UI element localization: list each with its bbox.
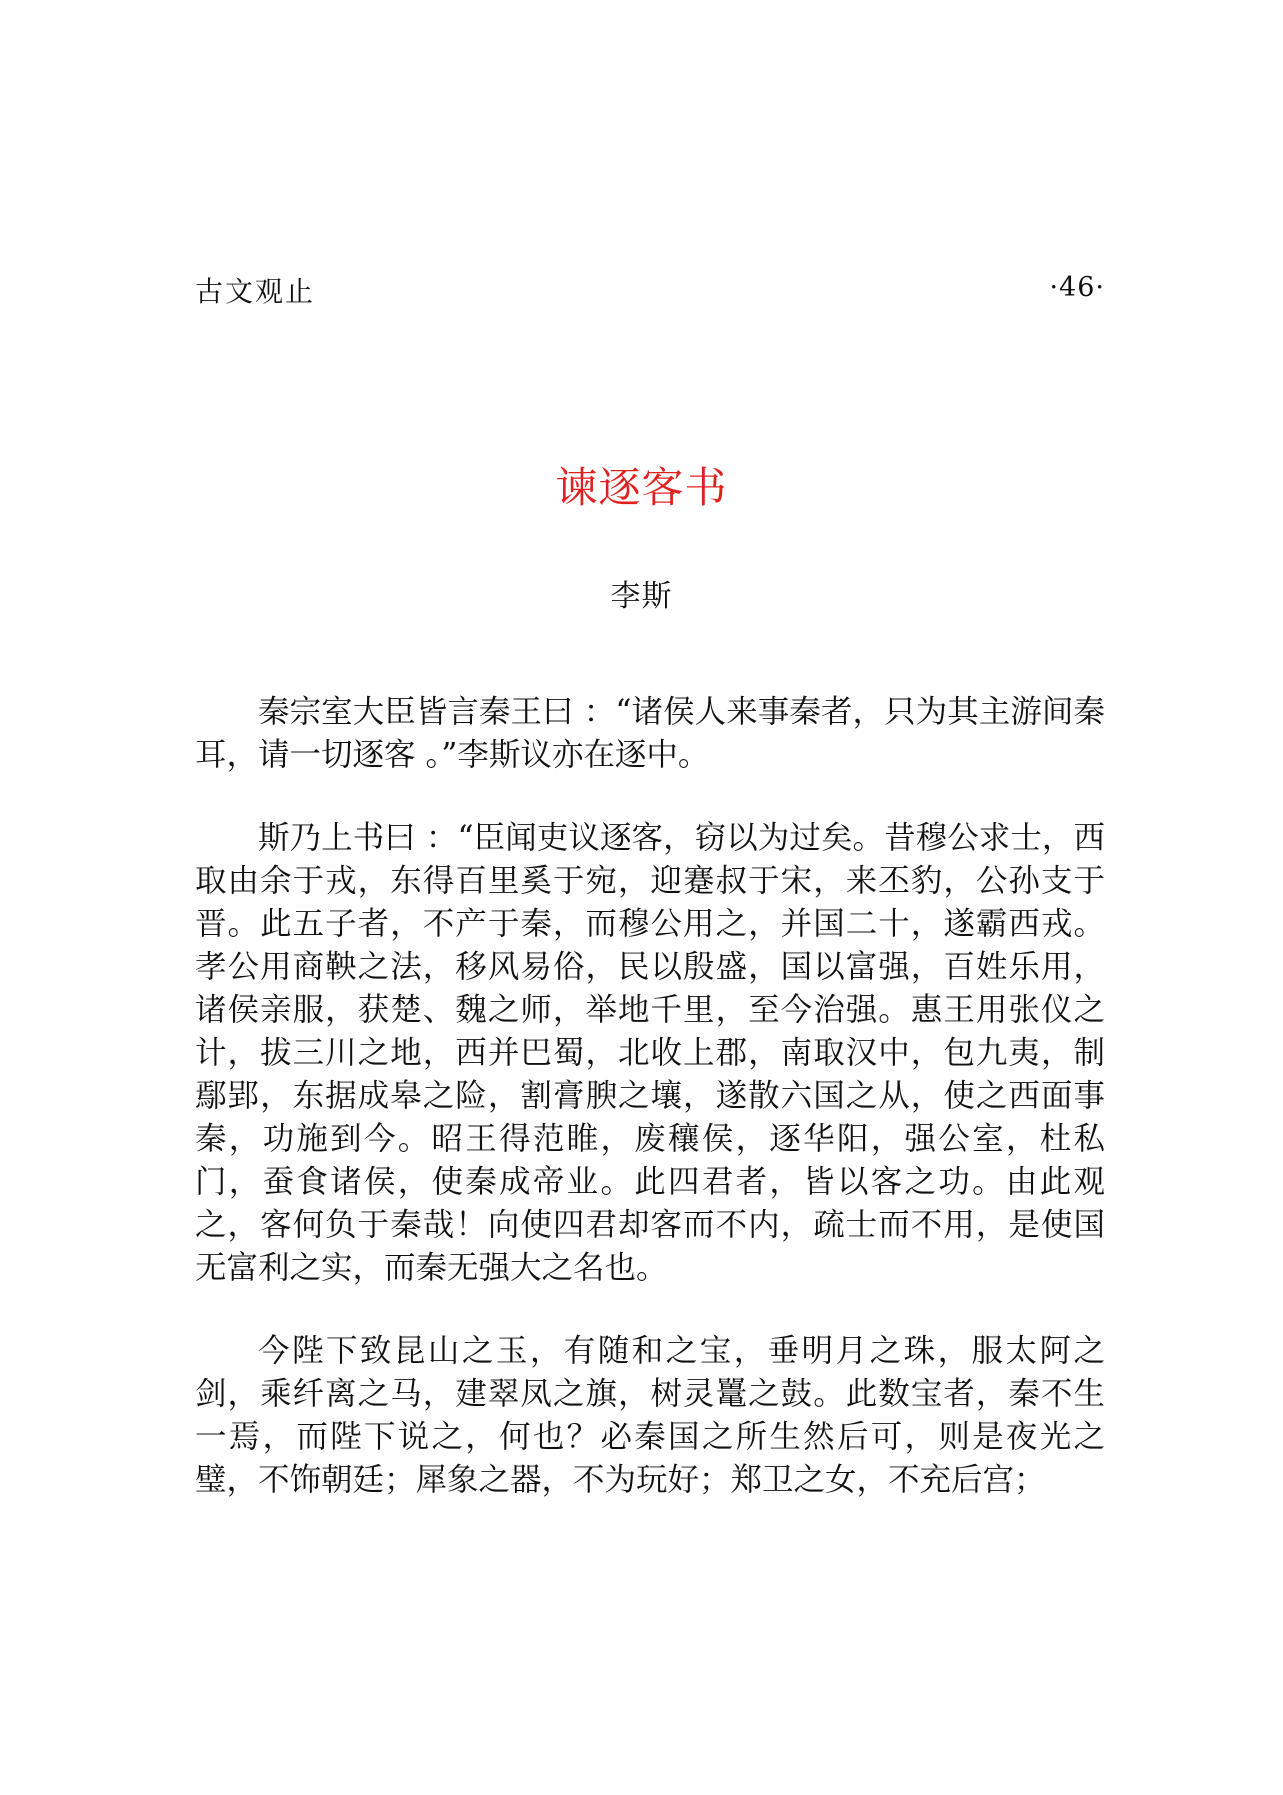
body-paragraph: 今陛下致昆山之玉，有随和之宝，垂明月之珠，服太阿之剑，乘纤离之马，建翠凤之旗，树灵鼍之鼓。此数宝者，秦不生一焉，而陛下说之，何也？必秦国之所生然后可，则是夜光之璧，不饰朝廷；犀象之器，不为玩好；郑卫之女，不充后宫； — [195, 1333, 1105, 1498]
page-number: ·46· — [1049, 272, 1105, 303]
article-title: 谏逐客书 — [555, 463, 728, 512]
article-author: 李斯 — [610, 579, 673, 614]
body-paragraph: 秦宗室大臣皆言秦王曰 ：“诸侯人来事秦者，只为其主游间秦耳，请一切逐客 。”李斯议亦在逐中。 — [195, 694, 1105, 773]
book-title: 古文观止 — [195, 275, 316, 308]
body-paragraph: 斯乃上书曰 ：“臣闻吏议逐客，窃以为过矣。昔穆公求士，西取由余于戎，东得百里奚于宛，迎蹇叔于宋，来丕豹，公孙支于晋。此五子者，不产于秦，而穆公用之，并国二十，遂霸西戎。孝公用商鞅之法，移风易俗，民以殷盛，国以富强，百姓乐用，诸侯亲服，获楚、魏之师，举地千里，至今治强。惠王用张仪之计，拔三川之地，西并巴蜀，北收上郡，南取汉中，包九夷，制鄢郢，东据成皋之险，割膏腴之壤，遂散六国之从，使之西面事秦，功施到今。昭王得范睢，废穰侯，逐华阳，强公室，杜私门，蚕食诸侯，使秦成帝业。此四君者，皆以客之功。由此观之，客何负于秦哉！向使四君却客而不内，疏士而不用，是使国无富利之实，而秦无强大之名也。 — [195, 820, 1105, 1286]
article-body — [195, 691, 1105, 1542]
page-header — [195, 270, 1105, 310]
